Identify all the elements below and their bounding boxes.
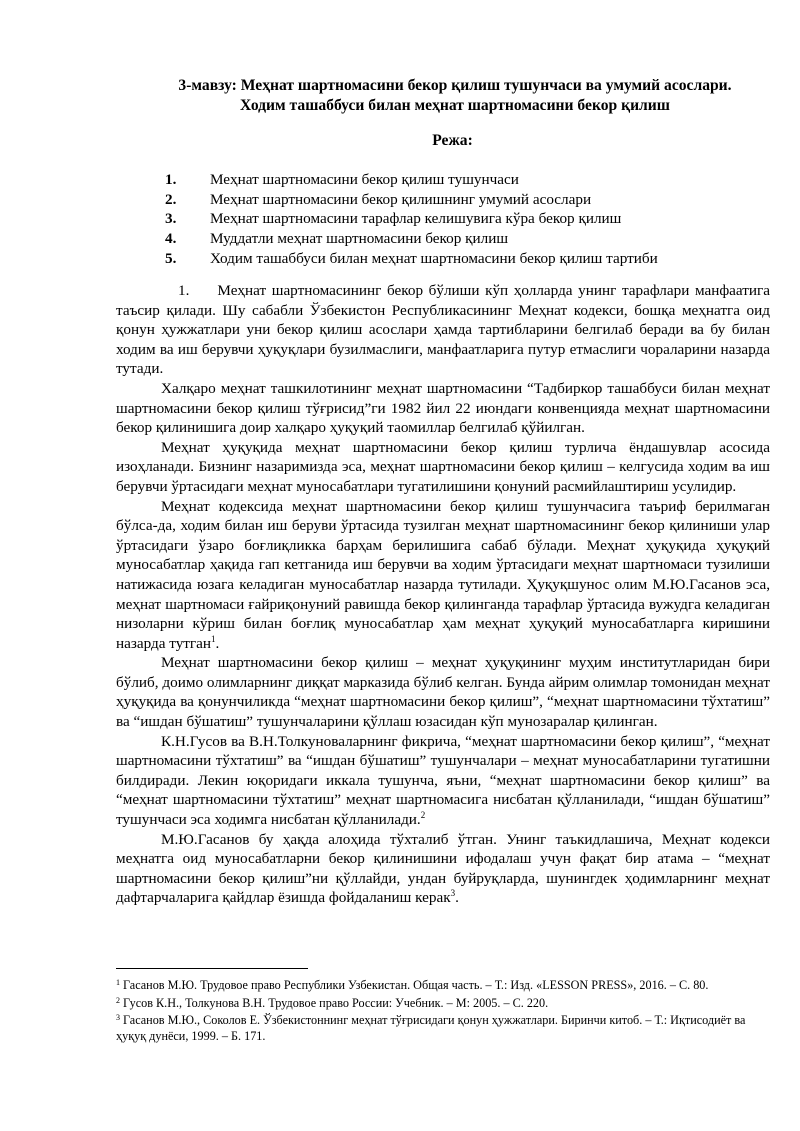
plan-heading: Режа: [432,132,473,149]
paragraph-4 [116,497,770,654]
footnote-ref-1[interactable]: 1 [211,633,216,644]
title-line-2: Ходим ташаббуси билан меҳнат шартномасини бекор қилиш [240,97,670,114]
plan-item-number: 3. [165,210,177,228]
plan-item [165,229,725,249]
title-line-1: 3-мавзу: Меҳнат шартномасини бекор қилиш тушунчаси ва умумий асослари. [178,77,732,94]
paragraph-7-text: М.Ю.Гасанов бу ҳақда алоҳида тўхталиб ўтган. Унинг таъкидлашича, Меҳнат кодекси меҳнатга оид муносабатларни бекор қилинишини ифодалаш учун фақат бир атама – “меҳнат шартномасини бекор қилиш”ни қўллайди, ундан буйруқларда, шунингдек ҳодимларнинг меҳнат дафтарчаларига қайдлар ёзишда фойдаланиш керак [116,830,770,907]
paragraph-1-number: 1. [178,282,190,299]
plan-item-text: Меҳнат шартномасини тарафлар келишувига кўра бекор қилиш [210,210,622,228]
plan-item-text: Меҳнат шартномасини бекор қилишнинг умумий асослари [210,190,592,208]
footnote-2 [116,996,770,1012]
plan-item-text: Ходим ташаббуси билан меҳнат шартномасини бекор қилиш тартиби [210,249,658,267]
paragraph-2: Халқаро меҳнат ташкилотининг меҳнат шартномасини “Тадбиркор ташаббуси билан меҳнат шартномасини бекор қилиш тўғрисид”ги 1982 йил 22 июндаги конвенцияда меҳнат шартномасини бекор қилинишига доир халқаро ҳуқуқий таомиллар белгилаб қўйилган. [116,379,770,437]
footnote-ref-3[interactable]: 3 [450,888,456,899]
paragraph-1 [116,281,770,379]
footnote-1 [116,978,770,994]
document-title [110,76,800,116]
plan-item [165,209,725,229]
footnote-separator [116,968,308,969]
paragraph-4-text: Меҳнат кодексида меҳнат шартномасини бекор қилиш тушунчасига таъриф берилмаган бўлса-да, ходим билан иш беруви ўртасида тузилган меҳнат шартномасининг бекор қилиниши улар ўртасидаги ўзаро боғлиқликка барҳам берилишига сабаб бўлади. Меҳнат ҳуқуқида ҳуқуқий муносабатлар ҳақида гап кетганида иш берувчи ва ходим ўртасидаги меҳнат шартномаси тузилиши натижасида юзага келадиган муносабатлар назарда тутилади. Ҳуқуқшунос олим М.Ю.Гасанов эса, меҳнат шартномаси ғайриқонуний равишда бекор қилинганда тарафлар ўртасида вужудга келадиган низоларни кўриш билан боғлиқ муносабатлар ҳам меҳнат ҳуқуқий муносабатларга киришини назарда тутган [116,497,770,652]
paragraph-6 [116,732,770,830]
plan-item-text: Меҳнат шартномасини бекор қилиш тушунчаси [210,171,519,188]
paragraph-7 [116,830,770,908]
footnotes [116,978,770,1046]
footnote-2-text: Гусов К.Н., Толкунова В.Н. Трудовое право России: Учебник. – М: 2005. – С. 220. [120,995,549,1010]
paragraph-7-end: . [455,889,459,907]
footnote-3-number: 3 [116,1013,120,1023]
footnote-3-text: Гасанов М.Ю., Соколов Е. Ўзбекистоннинг меҳнат тўғрисидаги қонун ҳужжатлари. Биринчи китоб. – Т.: Иқтисодиёт ва ҳуқуқ дунёси, 1999. – Б. 171. [116,1013,746,1043]
plan-item-number: 4. [165,230,177,248]
plan-item [165,170,725,190]
paragraph-5: Меҳнат шартномасини бекор қилиш – меҳнат ҳуқуқининг муҳим институтларидан бири бўлиб, доимо олимларнинг диққат марказида бўлиб келган. Бунда айрим олимлар томонидан меҳнат ҳуқуқида ва қонунчиликда “меҳнат шартномасини бекор қилиш”, “меҳнат шартномасини тўхтатиш” ва “ишдан бўшатиш” тушунчаларини қўллаш юзасидан кўп мунозаралар қилинган. [116,654,770,731]
footnote-1-text: Гасанов М.Ю. Трудовое право Республики Узбекистан. Общая часть. – Т.: Изд. «LESSON PRESS», 2016. – С. 80. [120,978,709,992]
plan-item [165,249,725,269]
footnote-2-number: 2 [116,995,120,1005]
footnote-ref-2[interactable]: 2 [420,810,426,821]
paragraph-4-end: . [215,634,220,652]
plan-item-text: Муддатли меҳнат шартномасини бекор қилиш [210,230,509,248]
plan-item-number: 1. [165,171,177,188]
paragraph-1-text: Меҳнат шартномасининг бекор бўлиши кўп ҳолларда унинг тарафлари манфаатига таъсир қилади. Шу сабабли Ўзбекистон Республикасининг Меҳнат кодекси, бошқа меҳнатга оид қонун ҳужжатлари уни бекор қилиш асослари ҳамда тартибларини белгилаб беради ва бу билан ходим ва иш берувчи ҳуқуқлари бузилмаслиги, манфаатларига путур етмаслиги чораларини назарда тутади. [116,282,770,378]
plan-item [165,190,725,210]
plan-item-number: 2. [165,190,177,208]
paragraph-3: Меҳнат ҳуқуқида меҳнат шартномасини бекор қилиш турлича ёндашувлар асосида изоҳланади. Бизнинг назаримизда эса, меҳнат шартномасини бекор қилиш – келгусида ходим ва иш берувчи ўртасидаги меҳнат муносабатлари тугатилишини қонуний расмийлаштириш усулидир. [116,438,770,495]
footnote-1-number: 1 [116,978,120,987]
plan-item-number: 5. [165,249,177,267]
paragraph-6-text: К.Н.Гусов ва В.Н.Толкуноваларнинг фикрича, “меҳнат шартномасини бекор қилиш”, “меҳнат шартномасини тўхтатиш” ва “ишдан бўшатиш” тушунчалари – меҳнат муносабатларини тугатишни билдиради. Лекин юқоридаги иккала тушунча, яъни, “меҳнат шартномасини бекор қилиш” ва “меҳнат шартномасини тўхтатиш” меҳнат шартномасига нисбатан қўлланилади, “ишдан бўшатиш” тушунчаси эса ходимга нисбатан қўлланилади. [116,732,770,829]
footnote-3 [116,1013,770,1044]
plan-list [165,170,725,268]
document-body [116,281,770,908]
